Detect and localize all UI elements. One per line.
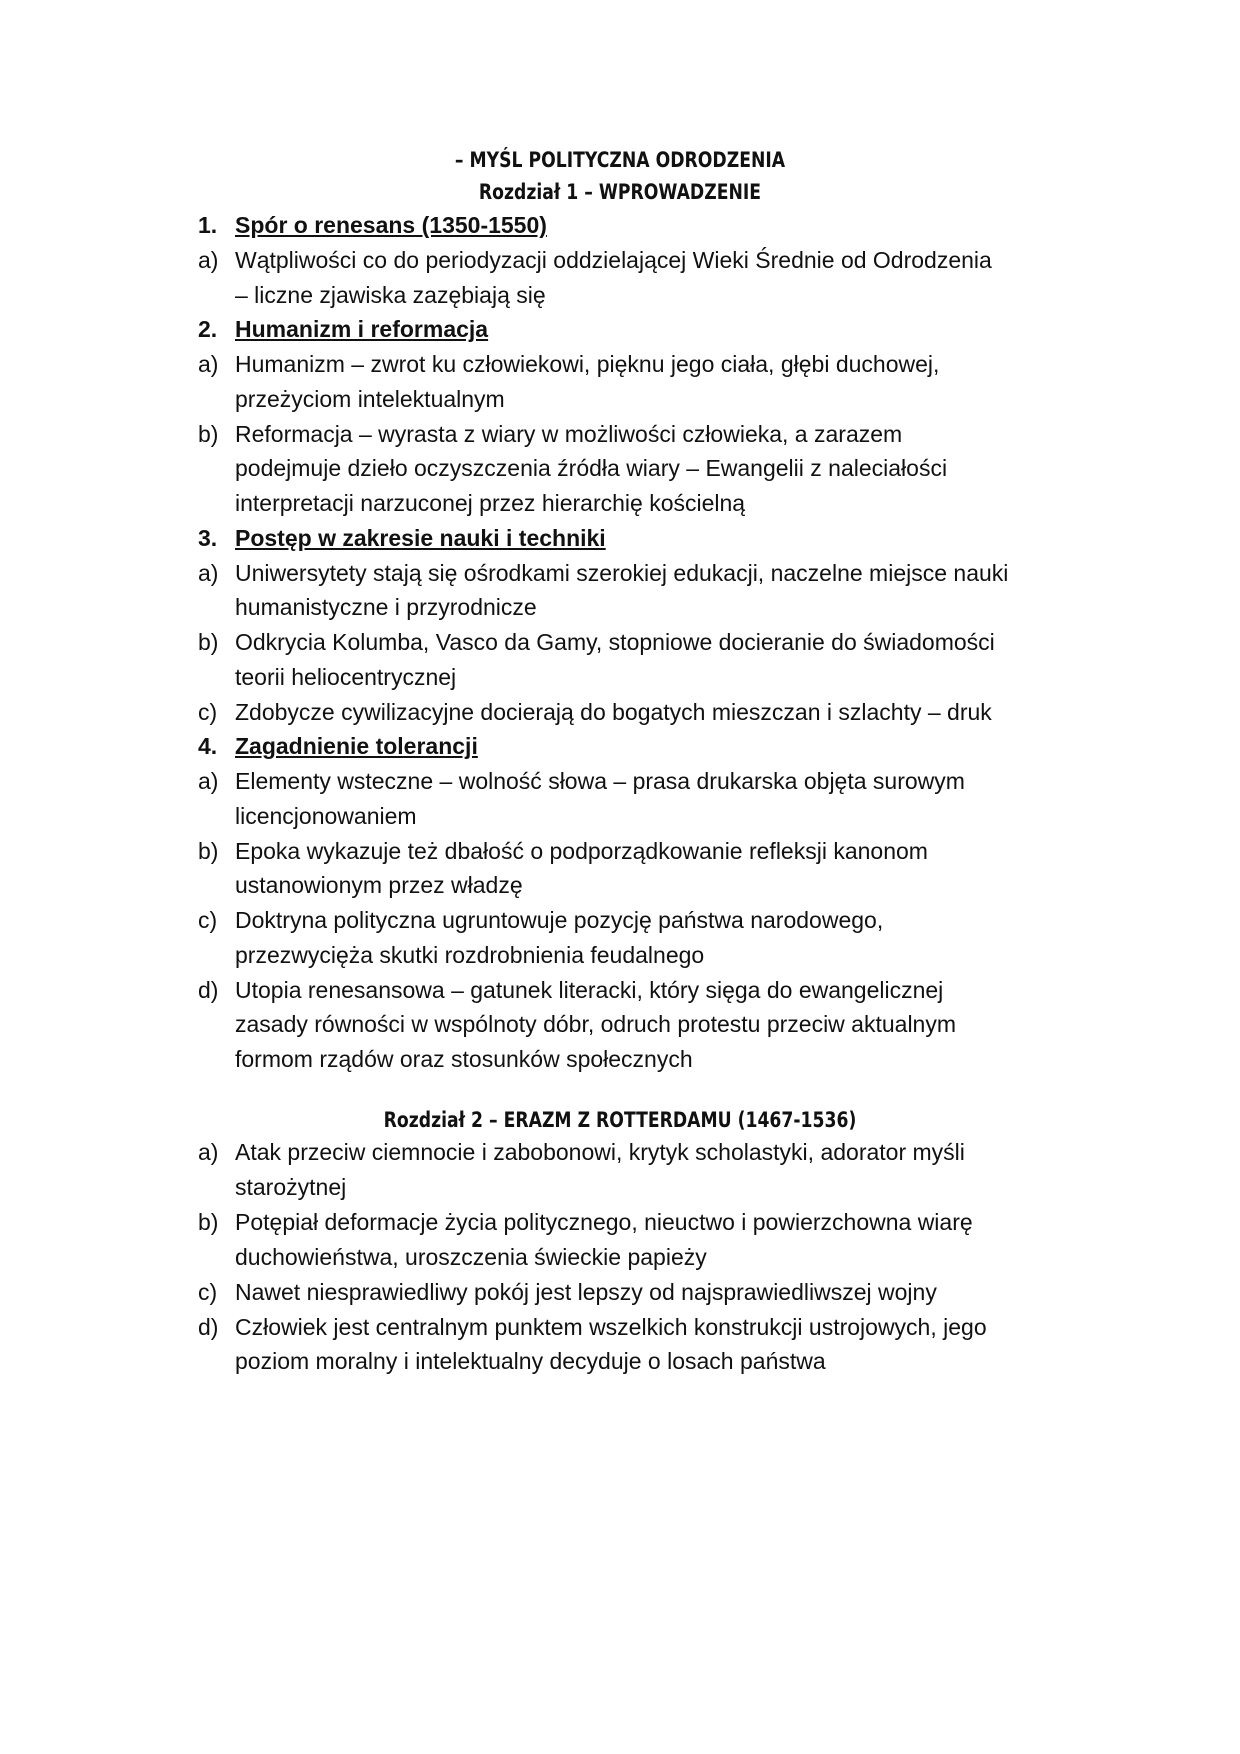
list-item-continuation [0, 381, 1240, 417]
list-marker: b) [198, 629, 219, 655]
list-item-text: duchowieństwa, uroszczenia świeckie papieży [235, 1243, 707, 1270]
list-item [0, 1274, 1240, 1310]
list-marker: a) [198, 351, 219, 377]
list-item [0, 1309, 1240, 1345]
section-heading [0, 311, 1240, 347]
list-item-continuation [0, 450, 1240, 486]
list-marker: a) [198, 559, 219, 586]
list-item-text: Zagadnienie tolerancji [235, 733, 478, 760]
list-item-text: starożytnej [235, 1173, 347, 1200]
list-item-continuation [0, 1343, 1240, 1379]
list-marker: d) [198, 1313, 219, 1340]
list-marker: b) [198, 420, 219, 447]
list-item-text: – liczne zjawiska zazębiają się [235, 281, 546, 308]
list-item-continuation [0, 589, 1240, 625]
list-marker: 1. [198, 212, 218, 238]
list-item-continuation [0, 1169, 1240, 1205]
list-item-text: przeżyciom intelektualnym [235, 385, 505, 412]
list-item-text: Epoka wykazuje też dbałość o podporządkowanie refleksji kanonom [235, 837, 928, 864]
list-item-text: Reformacja – wyrasta z wiary w możliwości człowieka, a zarazem [235, 420, 903, 447]
list-item-text: Humanizm i reformacja [235, 316, 489, 343]
list-item [0, 242, 1240, 278]
list-item-text: interpretacji narzuconej przez hierarchię kościelną [235, 490, 746, 516]
list-marker: a) [198, 1139, 219, 1165]
list-item-text: teorii heliocentrycznej [235, 663, 457, 690]
list-item-continuation [0, 1239, 1240, 1275]
list-item-text: podejmuje dzieło oczyszczenia źródła wiary – Ewangelii z naleciałości [235, 455, 948, 482]
list-marker: 2. [198, 316, 218, 343]
list-item-text: humanistyczne i przyrodnicze [235, 594, 537, 621]
list-item-continuation [0, 485, 1240, 521]
section-heading [0, 728, 1240, 764]
list-item-continuation [0, 937, 1240, 973]
list-item-continuation [0, 1006, 1240, 1042]
list-item-text: poziom moralny i intelektualny decyduje o losach państwa [235, 1348, 826, 1375]
list-item-text: Potępiał deformacje życia politycznego, nieuctwo i powierzchowna wiarę [235, 1208, 973, 1235]
list-item-text: Elementy wsteczne – wolność słowa – prasa drukarska objęta surowym [235, 768, 965, 794]
list-item [0, 694, 1240, 730]
section-heading [0, 520, 1240, 556]
list-marker: b) [198, 1208, 219, 1235]
list-marker: a) [198, 768, 219, 794]
list-item-text: Humanizm – zwrot ku człowiekowi, pięknu jego ciała, głębi duchowej, [235, 351, 940, 377]
list-item [0, 833, 1240, 869]
list-item-text: Utopia renesansowa – gatunek literacki, który sięga do ewangelicznej [235, 976, 944, 1003]
list-item-text: ustanowionym przez władzę [235, 872, 523, 899]
list-item-text: Nawet niesprawiedliwy pokój jest lepszy od najsprawiedliwszej wojny [235, 1278, 937, 1305]
list-item-text: Wątpliwości co do periodyzacji oddzielającej Wieki Średnie od Odrodzenia [235, 246, 992, 273]
list-item-continuation [0, 798, 1240, 834]
list-item [0, 972, 1240, 1008]
chapter-2-heading: Rozdział 2 – ERAZM Z ROTTERDAMU (1467-1536) [383, 1108, 857, 1132]
list-item-continuation [0, 1041, 1240, 1077]
list-item-text: Uniwersytety stają się ośrodkami szerokiej edukacji, naczelne miejsce nauki [235, 559, 1009, 586]
list-item-text: Człowiek jest centralnym punktem wszelkich konstrukcji ustrojowych, jego [235, 1313, 987, 1340]
section-heading [0, 207, 1240, 243]
chapter-1-heading: Rozdział 1 – WPROWADZENIE [478, 180, 762, 204]
list-item [0, 346, 1240, 382]
list-item-text: przezwycięża skutki rozdrobnienia feudalnego [235, 941, 705, 968]
list-item-text: Postęp w zakresie nauki i techniki [235, 524, 606, 551]
list-item-text: Odkrycia Kolumba, Vasco da Gamy, stopniowe docieranie do świadomości [235, 629, 995, 655]
list-marker: b) [198, 837, 219, 864]
list-item [0, 555, 1240, 591]
document-title: – MYŚL POLITYCZNA ODRODZENIA [454, 148, 786, 172]
list-item-text: licencjonowaniem [235, 802, 417, 829]
list-item-text: Zdobycze cywilizacyjne docierają do bogatych mieszczan i szlachty – druk [235, 698, 992, 725]
list-item [0, 902, 1240, 938]
list-marker: 4. [198, 733, 218, 760]
list-item-continuation [0, 867, 1240, 903]
list-item [0, 416, 1240, 452]
list-item-text: Doktryna polityczna ugruntowuje pozycję państwa narodowego, [235, 907, 884, 933]
list-item-text: Spór o renesans (1350-1550) [235, 212, 547, 238]
list-marker: c) [198, 1278, 218, 1305]
list-marker: d) [198, 976, 219, 1003]
list-item-continuation [0, 277, 1240, 313]
list-item [0, 624, 1240, 660]
list-item [0, 763, 1240, 799]
list-item-text: Atak przeciw ciemnocie i zabobonowi, krytyk scholastyki, adorator myśli [235, 1139, 965, 1165]
list-item [0, 1134, 1240, 1170]
list-marker: 3. [198, 524, 218, 551]
list-item-text: zasady równości w wspólnoty dóbr, odruch protestu przeciw aktualnym [235, 1011, 957, 1038]
list-item [0, 1204, 1240, 1240]
list-item-continuation [0, 659, 1240, 695]
list-marker: c) [198, 907, 218, 933]
list-marker: c) [198, 698, 218, 725]
list-item-text: formom rządów oraz stosunków społecznych [235, 1046, 693, 1072]
list-marker: a) [198, 246, 219, 273]
